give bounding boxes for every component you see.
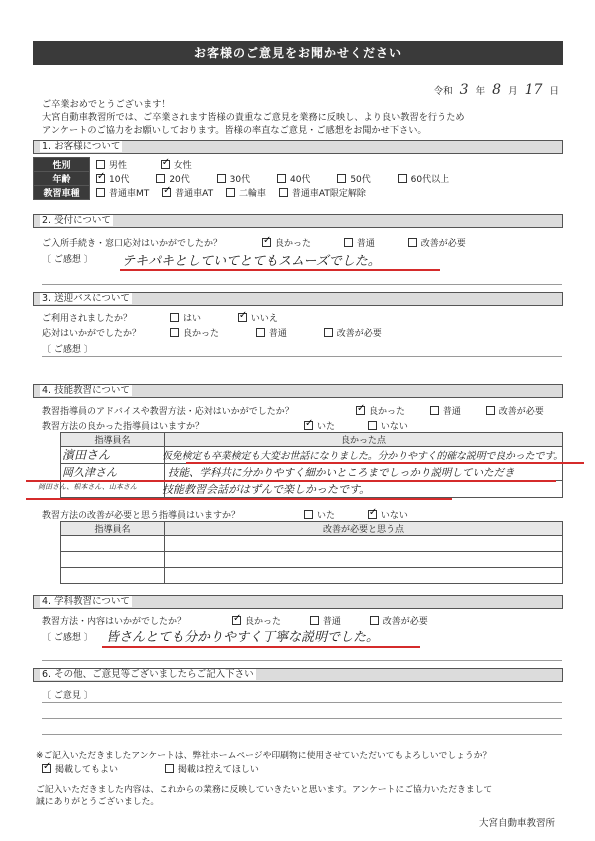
classroom-comment-label: 〔 ご感想 〕 xyxy=(42,633,93,643)
good-instructor-yes-checkbox[interactable] xyxy=(304,421,313,430)
date-day-label: 日 xyxy=(549,86,559,97)
underline-mark xyxy=(102,646,420,648)
option-label: いた xyxy=(317,422,336,432)
section-title: 4. 技能教習について xyxy=(42,385,130,396)
option-label: 普通車AT xyxy=(175,189,214,199)
good-instructor-options xyxy=(304,419,408,432)
age-40s-checkbox[interactable] xyxy=(277,174,286,183)
classroom-question: 教習方法・内容はいかがでしたか？ xyxy=(42,617,187,627)
vehicle-label: 教習車種 xyxy=(34,186,90,200)
date-month-label: 月 xyxy=(508,86,518,97)
bus-normal-checkbox[interactable] xyxy=(256,328,265,337)
bus-yes-checkbox[interactable] xyxy=(170,313,179,322)
good-instructor-question: 教習方法の良かった指導員はいますか？ xyxy=(42,422,205,432)
bad-instructor-question: 教習方法の改善が必要と思う指導員はいますか？ xyxy=(42,511,241,521)
vehicle-motorcycle-checkbox[interactable] xyxy=(226,188,235,197)
vehicle-options xyxy=(90,186,563,200)
date-day: 17 xyxy=(524,82,543,98)
option-label: 良かった xyxy=(183,329,220,339)
table-header xyxy=(61,433,563,447)
instructor-name: 岡田さん、根本さん、山本さん xyxy=(38,483,137,491)
date-era: 令和 xyxy=(433,86,453,97)
good-point: 仮免検定も卒業検定も大変お世話になりました。分かりやすく的確な説明で良かったです。 xyxy=(162,451,563,462)
bus-service-question: 応対はいかがでしたか？ xyxy=(42,329,142,339)
option-label: 普通 xyxy=(268,329,287,339)
reception-question: ご入所手続き・窓口応対はいかがでしたか？ xyxy=(42,239,223,249)
option-label: 20代 xyxy=(169,175,190,185)
option-label: 普通 xyxy=(442,407,461,417)
bus-comment-label: 〔 ご感想 〕 xyxy=(42,345,93,355)
writing-line xyxy=(42,702,562,703)
section-reception xyxy=(33,214,563,228)
reception-comment-label: 〔 ご感想 〕 xyxy=(42,255,93,265)
date-field xyxy=(434,82,559,98)
underline-mark xyxy=(26,498,452,500)
bus-good-checkbox[interactable] xyxy=(170,328,179,337)
good-instructor-no-checkbox[interactable] xyxy=(368,421,377,430)
option-label: いない xyxy=(380,422,408,432)
age-30s-checkbox[interactable] xyxy=(217,174,226,183)
header-improve-point: 改善が必要と思う点 xyxy=(165,522,563,536)
option-label: 普通車MT xyxy=(109,189,150,199)
reception-normal-checkbox[interactable] xyxy=(344,238,353,247)
option-label: 改善が必要 xyxy=(420,239,466,249)
consent-options xyxy=(42,762,259,775)
vehicle-at-checkbox[interactable] xyxy=(162,188,171,197)
driving-advice-question: 教習指導員のアドバイスや教習方法・応対はいかがでしたか？ xyxy=(42,407,294,417)
option-label: 改善が必要 xyxy=(336,329,382,339)
good-point: 技能教習会話がはずんで楽しかったです。 xyxy=(162,483,371,496)
section-title: 4. 学科教習について xyxy=(42,596,130,607)
footer-line: 誠にありがとうございました。 xyxy=(36,797,160,807)
option-label: 男性 xyxy=(109,161,128,171)
option-label: 良かった xyxy=(245,617,282,627)
vehicle-mt-checkbox[interactable] xyxy=(96,188,105,197)
age-options xyxy=(90,172,563,186)
intro-line: アンケートのご協力をお願いしております。皆様の率直なご意見・ご感想をお聞かせ下さい。 xyxy=(42,125,427,136)
vehicle-at-release-checkbox[interactable] xyxy=(279,188,288,197)
section-title: 6. その他、ご意見等ございましたらご記入下さい xyxy=(42,669,254,680)
writing-line xyxy=(42,718,562,719)
driving-advice-options xyxy=(356,404,544,417)
bad-instructor-table xyxy=(60,521,563,584)
bus-no-checkbox[interactable] xyxy=(238,313,247,322)
writing-line xyxy=(42,284,562,285)
customer-table xyxy=(33,157,563,200)
footer-line: ご記入いただきました内容は、これからの業務に反映していきたいと思います。アンケートにご協力いただきまして xyxy=(36,785,493,795)
instructor-name: 濱田さん xyxy=(62,448,111,462)
option-label: 良かった xyxy=(369,407,406,417)
page-title: お客様のご意見をお聞かせください xyxy=(33,41,563,65)
option-label: 女性 xyxy=(173,161,192,171)
option-label: 改善が必要 xyxy=(382,617,428,627)
classroom-good-checkbox[interactable] xyxy=(232,616,241,625)
option-label: はい xyxy=(183,314,202,324)
option-label: 掲載は控えてほしい xyxy=(177,765,259,775)
age-label: 年齢 xyxy=(34,172,90,186)
intro-line: 大宮自動車教習所では、ご卒業されます皆様の貴重なご意見を業務に反映し、より良い教習を行うため xyxy=(42,112,465,123)
section-driving xyxy=(33,384,563,398)
header-good-point: 良かった点 xyxy=(165,433,563,447)
option-label: 普通 xyxy=(356,239,375,249)
bad-instructor-yes-checkbox[interactable] xyxy=(304,510,313,519)
consent-allow-checkbox[interactable] xyxy=(42,764,51,773)
age-50s-checkbox[interactable] xyxy=(337,174,346,183)
option-label: 改善が必要 xyxy=(498,407,544,417)
bad-instructor-no-checkbox[interactable] xyxy=(368,510,377,519)
intro-line: ご卒業おめでとうございます！ xyxy=(42,99,171,110)
driving-improve-checkbox[interactable] xyxy=(486,406,495,415)
gender-options xyxy=(90,158,563,172)
writing-line xyxy=(42,356,562,357)
writing-line xyxy=(42,734,562,735)
header-instructor-name: 指導員名 xyxy=(61,522,165,536)
section-classroom xyxy=(33,595,563,609)
option-label: いない xyxy=(380,511,408,521)
underline-mark xyxy=(26,480,556,482)
option-label: 30代 xyxy=(229,175,251,185)
classroom-comment: 皆さんとても分かりやすく丁寧な説明でした。 xyxy=(106,630,380,645)
option-label: 普通車AT限定解除 xyxy=(291,189,366,199)
option-label: 普通 xyxy=(322,617,341,627)
footer-message xyxy=(36,784,566,808)
gender-row xyxy=(34,158,563,172)
consent-deny-checkbox[interactable] xyxy=(165,764,174,773)
bus-service-options xyxy=(170,326,382,339)
age-20s-checkbox[interactable] xyxy=(156,174,165,183)
vehicle-row xyxy=(34,186,563,200)
bus-use-options xyxy=(170,311,278,324)
underline-mark xyxy=(120,269,440,271)
underline-mark xyxy=(186,462,584,464)
driving-good-checkbox[interactable] xyxy=(356,406,365,415)
table-row xyxy=(61,536,563,552)
driving-normal-checkbox[interactable] xyxy=(430,406,439,415)
table-header xyxy=(61,522,563,536)
header-instructor-name: 指導員名 xyxy=(61,433,165,447)
classroom-normal-checkbox[interactable] xyxy=(310,616,319,625)
date-year: 3 xyxy=(459,82,469,98)
table-row xyxy=(61,568,563,584)
reception-good-checkbox[interactable] xyxy=(262,238,271,247)
gender-male-checkbox[interactable] xyxy=(96,160,105,169)
option-label: いた xyxy=(317,511,336,521)
school-name: 大宮自動車教習所 xyxy=(478,818,555,829)
section-title: 2. 受付について xyxy=(42,215,111,226)
reception-comment: テキパキとしていてとてもスムーズでした。 xyxy=(122,254,381,269)
option-label: 60代以上 xyxy=(410,175,450,185)
age-10s-checkbox[interactable] xyxy=(96,174,105,183)
option-label: 二輪車 xyxy=(238,189,266,199)
bus-improve-checkbox[interactable] xyxy=(324,328,333,337)
date-year-label: 年 xyxy=(475,86,486,97)
option-label: 40代 xyxy=(289,175,311,185)
instructor-name: 岡久津さん xyxy=(62,466,117,479)
age-row xyxy=(34,172,563,186)
section-customer xyxy=(33,140,563,154)
writing-line xyxy=(42,660,562,661)
bus-use-question: ご利用されましたか？ xyxy=(42,314,133,324)
option-label: 掲載してもよい xyxy=(55,765,119,775)
section-bus xyxy=(33,292,563,306)
intro-text xyxy=(42,98,562,137)
option-label: いいえ xyxy=(250,314,278,324)
section-title: 1. お客様について xyxy=(42,141,121,152)
age-60s-checkbox[interactable] xyxy=(398,174,407,183)
consent-question: ※ご記入いただきましたアンケートは、弊社ホームページや印刷物に使用させていただいてもよろしいでしょうか？ xyxy=(36,751,492,761)
section-title: 3. 送迎バスについて xyxy=(42,293,130,304)
option-label: 良かった xyxy=(275,239,312,249)
option-label: 10代 xyxy=(109,175,130,185)
reception-options xyxy=(262,236,466,249)
classroom-improve-checkbox[interactable] xyxy=(370,616,379,625)
section-other xyxy=(33,668,563,682)
reception-improve-checkbox[interactable] xyxy=(408,238,417,247)
gender-female-checkbox[interactable] xyxy=(161,160,170,169)
good-point: 技能、学科共に分かりやすく細かいところまでしっかり説明していただき xyxy=(168,467,515,479)
date-month: 8 xyxy=(492,82,502,98)
other-comment-label: 〔 ご意見 〕 xyxy=(42,691,93,701)
bad-instructor-options xyxy=(304,508,408,521)
table-row xyxy=(61,552,563,568)
gender-label: 性別 xyxy=(34,158,90,172)
option-label: 50代 xyxy=(350,175,371,185)
